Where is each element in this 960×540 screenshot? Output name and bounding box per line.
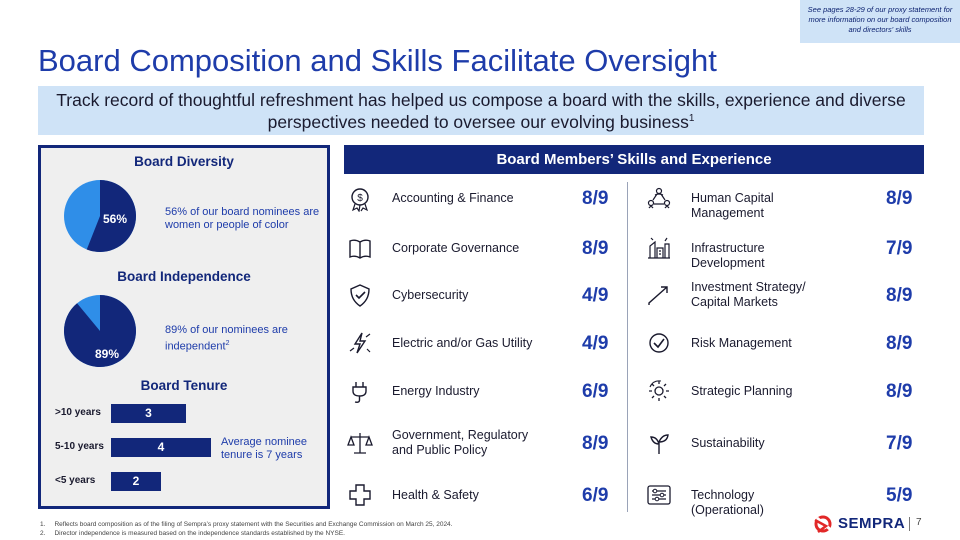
tenure-bar: 3 bbox=[111, 404, 186, 423]
logo-text: SEMPRA bbox=[838, 515, 906, 532]
tenure-category-label: 5-10 years bbox=[55, 441, 104, 452]
skill-label: Infrastructure Development bbox=[691, 241, 765, 270]
sprout-icon bbox=[645, 429, 673, 457]
infrastructure-icon bbox=[645, 234, 673, 262]
skill-row-left bbox=[346, 226, 626, 274]
svg-text:$: $ bbox=[357, 193, 363, 204]
skill-label: Human Capital Management bbox=[691, 191, 774, 220]
footnotes bbox=[40, 520, 452, 538]
lightning-icon bbox=[346, 329, 374, 357]
skill-row-left bbox=[346, 321, 626, 369]
skill-count: 6/9 bbox=[582, 485, 609, 506]
skill-label: Investment Strategy/ Capital Markets bbox=[691, 280, 806, 309]
diversity-caption: 56% of our board nominees are women or people of color bbox=[165, 206, 320, 231]
board-stats-panel bbox=[38, 145, 330, 509]
skill-count: 8/9 bbox=[886, 188, 913, 209]
skill-count: 8/9 bbox=[886, 381, 913, 402]
skill-row-left bbox=[346, 176, 626, 224]
skill-count: 7/9 bbox=[886, 433, 913, 454]
tenure-heading: Board Tenure bbox=[140, 378, 228, 393]
skill-row-left bbox=[346, 273, 626, 321]
banner-text: Track record of thoughtful refreshment has helped us compose a board with the skills, experience and diverse perspectives needed to oversee our evolving business bbox=[56, 90, 906, 132]
footnote-2: 2. Director independence is measured based on the independence standards established by the NYSE. bbox=[40, 530, 345, 537]
book-icon bbox=[346, 234, 374, 262]
sempra-logo bbox=[814, 513, 934, 535]
skill-count: 4/9 bbox=[582, 333, 609, 354]
proxy-note: See pages 28-29 of our proxy statement for more information on our board composition and directors' skills bbox=[800, 0, 960, 43]
skill-count: 8/9 bbox=[886, 285, 913, 306]
skill-label: Sustainability bbox=[691, 436, 765, 450]
skill-count: 7/9 bbox=[886, 238, 913, 259]
skill-label: Technology (Operational) bbox=[691, 488, 764, 517]
skill-count: 8/9 bbox=[582, 188, 609, 209]
page-title: Board Composition and Skills Facilitate Oversight bbox=[38, 43, 717, 78]
people-network-icon bbox=[645, 184, 673, 212]
tenure-bar: 2 bbox=[111, 472, 161, 491]
skill-count: 5/9 bbox=[886, 485, 913, 506]
skill-row-left bbox=[346, 421, 626, 469]
page-number: 7 bbox=[916, 517, 922, 528]
skill-label: Strategic Planning bbox=[691, 384, 793, 398]
tenure-bar: 4 bbox=[111, 438, 211, 457]
skill-label: Cybersecurity bbox=[392, 288, 469, 302]
scales-icon bbox=[346, 429, 374, 457]
skill-label: Electric and/or Gas Utility bbox=[392, 336, 533, 350]
cross-icon bbox=[346, 481, 374, 509]
skill-label: Corporate Governance bbox=[392, 241, 520, 255]
skill-count: 8/9 bbox=[582, 238, 609, 259]
skill-count: 8/9 bbox=[582, 433, 609, 454]
summary-banner bbox=[38, 86, 924, 135]
dollar-badge-icon bbox=[346, 184, 374, 212]
sliders-icon bbox=[645, 481, 673, 509]
shield-check-icon bbox=[346, 281, 374, 309]
skill-row-right bbox=[645, 226, 925, 274]
sempra-mark-icon bbox=[814, 514, 834, 534]
trend-arrow-icon bbox=[645, 281, 673, 309]
banner-footnote-ref: 1 bbox=[688, 113, 695, 125]
independence-caption bbox=[165, 324, 325, 354]
skill-label: Accounting & Finance bbox=[392, 191, 514, 205]
independence-heading: Board Independence bbox=[117, 269, 251, 284]
tenure-category-label: <5 years bbox=[55, 475, 96, 486]
skill-row-right bbox=[645, 176, 925, 224]
logo-separator bbox=[909, 517, 910, 531]
independence-pie bbox=[63, 294, 137, 368]
diversity-pie bbox=[63, 179, 137, 253]
skills-column-divider bbox=[627, 182, 628, 512]
skill-count: 4/9 bbox=[582, 285, 609, 306]
skill-label: Energy Industry bbox=[392, 384, 480, 398]
skill-count: 8/9 bbox=[886, 333, 913, 354]
skill-count: 6/9 bbox=[582, 381, 609, 402]
check-circle-icon bbox=[645, 329, 673, 357]
skill-row-left bbox=[346, 473, 626, 521]
tenure-category-label: >10 years bbox=[55, 407, 101, 418]
skill-row-right bbox=[645, 421, 925, 469]
plug-icon bbox=[346, 377, 374, 405]
footnote-1: 1. Reflects board composition as of the filing of Sempra’s proxy statement with the Securities and Exchange Commission on March 25, 2024. bbox=[40, 521, 453, 528]
skill-label: Health & Safety bbox=[392, 488, 479, 502]
independence-pct-label: 89% bbox=[94, 347, 120, 361]
skill-label: Government, Regulatory and Public Policy bbox=[392, 428, 529, 457]
skill-row-right bbox=[645, 321, 925, 369]
independence-caption-text: 89% of our nominees are independent bbox=[165, 324, 288, 353]
diversity-pct-label: 56% bbox=[102, 212, 128, 226]
skill-row-right bbox=[645, 369, 925, 417]
independence-footnote-ref: 2 bbox=[225, 340, 230, 347]
tenure-caption: Average nominee tenure is 7 years bbox=[221, 436, 308, 461]
skills-header: Board Members’ Skills and Experience bbox=[344, 145, 924, 174]
skill-label: Risk Management bbox=[691, 336, 792, 350]
skill-row-right bbox=[645, 273, 925, 321]
skill-row-left bbox=[346, 369, 626, 417]
diversity-heading: Board Diversity bbox=[134, 154, 234, 169]
gear-cycle-icon bbox=[645, 377, 673, 405]
